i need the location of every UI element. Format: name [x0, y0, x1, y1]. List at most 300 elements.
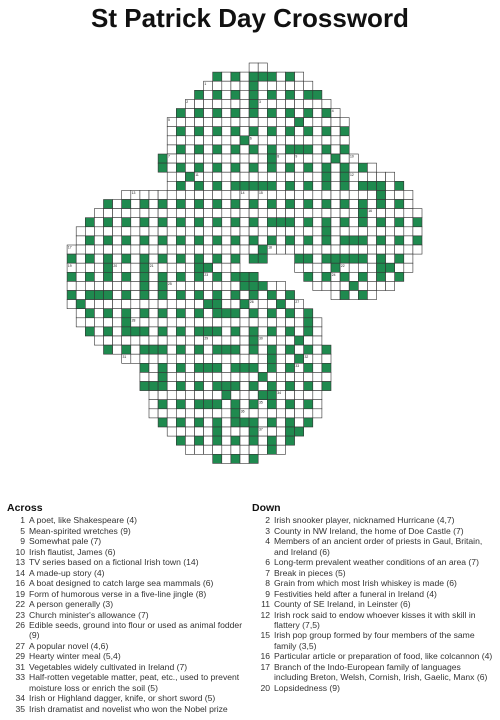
grid-cell[interactable] [276, 200, 285, 209]
grid-cell[interactable] [295, 263, 304, 272]
grid-cell[interactable] [313, 227, 322, 236]
grid-cell[interactable] [386, 236, 395, 245]
grid-cell[interactable] [204, 90, 213, 99]
grid-cell[interactable] [240, 163, 249, 172]
grid-cell[interactable] [276, 190, 285, 199]
grid-cell[interactable] [386, 227, 395, 236]
grid-cell[interactable] [313, 209, 322, 218]
grid-cell[interactable] [404, 200, 413, 209]
grid-cell[interactable] [313, 400, 322, 409]
grid-cell[interactable] [304, 99, 313, 108]
grid-cell[interactable] [231, 227, 240, 236]
grid-cell[interactable] [167, 272, 176, 281]
grid-cell[interactable] [67, 281, 76, 290]
grid-cell[interactable] [131, 345, 140, 354]
grid-cell[interactable] [231, 190, 240, 199]
grid-cell[interactable] [267, 318, 276, 327]
grid-cell[interactable] [149, 254, 158, 263]
grid-cell[interactable] [258, 172, 267, 181]
grid-cell[interactable] [76, 263, 85, 272]
grid-cell[interactable] [404, 227, 413, 236]
grid-cell[interactable] [213, 372, 222, 381]
grid-cell[interactable] [313, 109, 322, 118]
grid-cell[interactable] [240, 209, 249, 218]
grid-cell[interactable] [231, 263, 240, 272]
grid-cell[interactable] [313, 281, 322, 290]
grid-cell[interactable] [313, 336, 322, 345]
grid-cell[interactable] [158, 227, 167, 236]
grid-cell[interactable] [331, 245, 340, 254]
grid-cell[interactable] [231, 136, 240, 145]
grid-cell[interactable] [267, 372, 276, 381]
grid-cell[interactable] [85, 245, 94, 254]
grid-cell[interactable] [295, 345, 304, 354]
grid-cell[interactable] [213, 391, 222, 400]
grid-cell[interactable] [286, 354, 295, 363]
grid-cell[interactable] [313, 136, 322, 145]
grid-cell[interactable] [222, 427, 231, 436]
grid-cell[interactable] [258, 445, 267, 454]
grid-cell[interactable] [222, 409, 231, 418]
grid-cell[interactable] [331, 118, 340, 127]
grid-cell[interactable] [313, 145, 322, 154]
grid-cell[interactable] [340, 245, 349, 254]
grid-cell[interactable] [185, 309, 194, 318]
grid-cell[interactable] [122, 245, 131, 254]
grid-cell[interactable] [167, 363, 176, 372]
grid-cell[interactable] [331, 163, 340, 172]
grid-cell[interactable] [286, 154, 298, 163]
grid-cell[interactable] [295, 81, 304, 90]
grid-cell[interactable] [185, 136, 194, 145]
grid-cell[interactable] [349, 263, 358, 272]
grid-cell[interactable] [213, 118, 222, 127]
grid-cell[interactable] [358, 281, 367, 290]
grid-cell[interactable] [204, 245, 213, 254]
grid-cell[interactable] [113, 209, 122, 218]
grid-cell[interactable] [295, 109, 304, 118]
grid-cell[interactable] [304, 391, 313, 400]
grid-cell[interactable] [167, 427, 176, 436]
grid-cell[interactable] [213, 281, 222, 290]
grid-cell[interactable] [240, 90, 249, 99]
grid-cell[interactable] [386, 281, 395, 290]
grid-cell[interactable] [295, 190, 304, 199]
grid-cell[interactable] [131, 218, 140, 227]
grid-cell[interactable] [349, 190, 358, 199]
grid-cell[interactable] [94, 281, 103, 290]
grid-cell[interactable] [295, 245, 304, 254]
grid-cell[interactable] [222, 99, 231, 108]
grid-cell[interactable] [185, 218, 194, 227]
grid-cell[interactable] [404, 263, 413, 272]
grid-cell[interactable] [185, 291, 194, 300]
grid-cell[interactable] [94, 254, 103, 263]
grid-cell[interactable] [322, 154, 331, 163]
grid-cell[interactable] [149, 354, 158, 363]
grid-cell[interactable] [94, 272, 103, 281]
grid-cell[interactable] [131, 227, 140, 236]
grid-cell[interactable] [286, 300, 295, 309]
grid-cell[interactable] [131, 354, 140, 363]
grid-cell[interactable] [213, 136, 222, 145]
grid-cell[interactable] [185, 345, 194, 354]
grid-cell[interactable] [222, 127, 231, 136]
grid-cell[interactable] [204, 418, 213, 427]
grid-cell[interactable] [195, 427, 204, 436]
grid-cell[interactable] [367, 218, 376, 227]
grid-cell[interactable] [349, 291, 358, 300]
grid-cell[interactable] [204, 172, 213, 181]
grid-cell[interactable] [377, 209, 386, 218]
grid-cell[interactable] [222, 400, 231, 409]
grid-cell[interactable] [167, 200, 176, 209]
grid-cell[interactable] [222, 90, 231, 99]
grid-cell[interactable] [304, 81, 313, 90]
grid-cell[interactable] [76, 227, 85, 236]
grid-cell[interactable] [395, 245, 404, 254]
grid-cell[interactable] [313, 327, 322, 336]
grid-cell[interactable] [131, 200, 140, 209]
grid-cell[interactable] [240, 336, 249, 345]
grid-cell[interactable] [222, 445, 231, 454]
grid-cell[interactable] [222, 218, 231, 227]
grid-cell[interactable] [113, 345, 122, 354]
grid-cell[interactable] [395, 263, 404, 272]
grid-cell[interactable] [158, 209, 167, 218]
grid-cell[interactable] [213, 245, 222, 254]
grid-cell[interactable] [258, 309, 267, 318]
grid-cell[interactable] [213, 227, 222, 236]
grid-cell[interactable] [113, 245, 122, 254]
grid-cell[interactable] [167, 327, 176, 336]
grid-cell[interactable] [94, 309, 103, 318]
grid-cell[interactable] [176, 336, 185, 345]
grid-cell[interactable] [76, 281, 85, 290]
grid-cell[interactable] [167, 336, 176, 345]
grid-cell[interactable] [167, 354, 176, 363]
grid-cell[interactable] [240, 81, 249, 90]
grid-cell[interactable] [149, 291, 158, 300]
grid-cell[interactable] [176, 354, 185, 363]
grid-cell[interactable] [213, 445, 222, 454]
grid-cell[interactable] [131, 254, 140, 263]
grid-cell[interactable] [240, 154, 249, 163]
grid-cell[interactable] [185, 145, 194, 154]
grid-cell[interactable] [204, 254, 213, 263]
grid-cell[interactable] [367, 172, 376, 181]
grid-cell[interactable] [286, 391, 295, 400]
grid-cell[interactable] [276, 245, 285, 254]
grid-cell[interactable] [204, 118, 213, 127]
grid-cell[interactable] [204, 163, 213, 172]
grid-cell[interactable] [204, 309, 213, 318]
grid-cell[interactable] [94, 327, 103, 336]
grid-cell[interactable] [249, 245, 258, 254]
grid-cell[interactable] [185, 363, 194, 372]
grid-cell[interactable] [386, 245, 395, 254]
grid-cell[interactable] [149, 391, 158, 400]
grid-cell[interactable] [222, 109, 231, 118]
grid-cell[interactable] [331, 291, 340, 300]
grid-cell[interactable] [195, 118, 204, 127]
grid-cell[interactable] [158, 409, 167, 418]
grid-cell[interactable] [313, 163, 322, 172]
grid-cell[interactable] [167, 300, 176, 309]
grid-cell[interactable] [195, 391, 204, 400]
grid-cell[interactable] [222, 227, 231, 236]
grid-cell[interactable] [258, 209, 267, 218]
grid-cell[interactable] [176, 209, 185, 218]
grid-cell[interactable] [185, 318, 194, 327]
grid-cell[interactable] [231, 209, 240, 218]
grid-cell[interactable] [340, 281, 349, 290]
grid-cell[interactable] [413, 227, 422, 236]
grid-cell[interactable] [113, 200, 122, 209]
grid-cell[interactable] [276, 72, 285, 81]
grid-cell[interactable] [322, 263, 331, 272]
grid-cell[interactable] [122, 263, 131, 272]
grid-cell[interactable] [295, 218, 304, 227]
grid-cell[interactable] [404, 245, 413, 254]
grid-cell[interactable] [222, 72, 231, 81]
grid-cell[interactable] [113, 327, 122, 336]
grid-cell[interactable] [395, 190, 404, 199]
grid-cell[interactable] [276, 427, 285, 436]
grid-cell[interactable] [249, 372, 258, 381]
grid-cell[interactable] [276, 345, 285, 354]
grid-cell[interactable] [149, 327, 158, 336]
grid-cell[interactable] [313, 99, 322, 108]
grid-cell[interactable] [185, 409, 194, 418]
grid-cell[interactable] [131, 281, 140, 290]
grid-cell[interactable] [113, 218, 122, 227]
grid-cell[interactable] [167, 372, 176, 381]
grid-cell[interactable] [167, 163, 176, 172]
grid-cell[interactable] [222, 300, 231, 309]
grid-cell[interactable] [204, 345, 213, 354]
grid-cell[interactable] [276, 127, 285, 136]
grid-cell[interactable] [140, 245, 149, 254]
grid-cell[interactable] [276, 363, 285, 372]
grid-cell[interactable] [240, 236, 249, 245]
grid-cell[interactable] [185, 300, 194, 309]
grid-cell[interactable] [276, 327, 285, 336]
grid-cell[interactable] [240, 354, 249, 363]
grid-cell[interactable] [276, 109, 285, 118]
grid-cell[interactable] [240, 427, 249, 436]
grid-cell[interactable] [204, 318, 213, 327]
grid-cell[interactable] [158, 336, 167, 345]
grid-cell[interactable] [222, 81, 231, 90]
grid-cell[interactable] [213, 172, 222, 181]
grid-cell[interactable] [349, 181, 358, 190]
grid-cell[interactable] [140, 300, 149, 309]
grid-cell[interactable] [240, 218, 249, 227]
grid-cell[interactable] [131, 300, 140, 309]
grid-cell[interactable] [276, 163, 285, 172]
grid-cell[interactable] [286, 99, 295, 108]
grid-cell[interactable] [304, 372, 313, 381]
grid-cell[interactable] [258, 63, 267, 72]
grid-cell[interactable] [167, 227, 176, 236]
grid-cell[interactable] [313, 218, 322, 227]
grid-cell[interactable] [367, 291, 376, 300]
grid-cell[interactable] [195, 336, 204, 345]
grid-cell[interactable] [185, 254, 194, 263]
grid-cell[interactable] [195, 136, 204, 145]
grid-cell[interactable] [185, 372, 194, 381]
grid-cell[interactable] [231, 318, 240, 327]
grid-cell[interactable] [249, 209, 258, 218]
grid-cell[interactable] [304, 190, 313, 199]
grid-cell[interactable] [240, 118, 249, 127]
grid-cell[interactable] [377, 281, 386, 290]
grid-cell[interactable] [104, 300, 113, 309]
grid-cell[interactable] [185, 245, 194, 254]
grid-cell[interactable] [313, 254, 322, 263]
grid-cell[interactable] [404, 236, 413, 245]
grid-cell[interactable] [313, 382, 322, 391]
grid-cell[interactable] [331, 281, 340, 290]
grid-cell[interactable] [313, 354, 322, 363]
grid-cell[interactable] [231, 372, 240, 381]
grid-cell[interactable] [185, 391, 194, 400]
grid-cell[interactable] [222, 436, 231, 445]
grid-cell[interactable] [304, 209, 313, 218]
grid-cell[interactable] [304, 172, 313, 181]
grid-cell[interactable] [349, 218, 358, 227]
grid-cell[interactable] [404, 190, 413, 199]
grid-cell[interactable] [176, 391, 185, 400]
grid-cell[interactable] [304, 245, 313, 254]
grid-cell[interactable] [149, 209, 158, 218]
grid-cell[interactable] [140, 354, 149, 363]
grid-cell[interactable] [276, 90, 285, 99]
grid-cell[interactable] [176, 318, 185, 327]
grid-cell[interactable] [76, 309, 85, 318]
grid-cell[interactable] [149, 309, 158, 318]
grid-cell[interactable] [185, 190, 194, 199]
grid-cell[interactable] [367, 227, 376, 236]
grid-cell[interactable] [104, 318, 113, 327]
grid-cell[interactable] [304, 336, 313, 345]
grid-cell[interactable] [404, 254, 413, 263]
grid-cell[interactable] [258, 154, 267, 163]
grid-cell[interactable] [295, 163, 304, 172]
grid-cell[interactable] [149, 190, 158, 199]
grid-cell[interactable] [158, 391, 167, 400]
grid-cell[interactable] [395, 227, 404, 236]
grid-cell[interactable] [195, 190, 204, 199]
grid-cell[interactable] [286, 209, 295, 218]
grid-cell[interactable] [313, 200, 322, 209]
grid-cell[interactable] [258, 136, 267, 145]
grid-cell[interactable] [276, 418, 285, 427]
grid-cell[interactable] [222, 318, 231, 327]
grid-cell[interactable] [167, 218, 176, 227]
grid-cell[interactable] [204, 127, 213, 136]
grid-cell[interactable] [377, 172, 386, 181]
grid-cell[interactable] [195, 300, 204, 309]
grid-cell[interactable] [195, 154, 204, 163]
grid-cell[interactable] [295, 227, 304, 236]
grid-cell[interactable] [267, 190, 276, 199]
grid-cell[interactable] [176, 372, 185, 381]
grid-cell[interactable] [113, 309, 122, 318]
grid-cell[interactable] [258, 200, 267, 209]
grid-cell[interactable] [140, 227, 149, 236]
grid-cell[interactable] [313, 345, 322, 354]
grid-cell[interactable] [267, 300, 276, 309]
grid-cell[interactable] [240, 445, 249, 454]
grid-cell[interactable] [113, 227, 122, 236]
grid-cell[interactable] [276, 354, 285, 363]
grid-cell[interactable] [176, 281, 185, 290]
grid-cell[interactable] [340, 209, 349, 218]
grid-cell[interactable] [240, 291, 249, 300]
grid-cell[interactable] [276, 181, 285, 190]
grid-cell[interactable] [258, 163, 267, 172]
grid-cell[interactable] [167, 181, 176, 190]
grid-cell[interactable] [295, 72, 304, 81]
grid-cell[interactable] [195, 445, 204, 454]
grid-cell[interactable] [258, 354, 267, 363]
grid-cell[interactable] [231, 336, 240, 345]
grid-cell[interactable] [276, 81, 285, 90]
grid-cell[interactable] [113, 300, 122, 309]
grid-cell[interactable] [149, 300, 158, 309]
grid-cell[interactable] [240, 200, 249, 209]
grid-cell[interactable] [204, 291, 213, 300]
grid-cell[interactable] [258, 145, 267, 154]
grid-cell[interactable] [286, 81, 295, 90]
grid-cell[interactable] [185, 163, 194, 172]
grid-cell[interactable] [149, 363, 158, 372]
grid-cell[interactable] [113, 272, 122, 281]
grid-cell[interactable] [176, 245, 185, 254]
grid-cell[interactable] [295, 99, 304, 108]
grid-cell[interactable] [331, 218, 340, 227]
grid-cell[interactable] [204, 281, 213, 290]
grid-cell[interactable] [94, 300, 103, 309]
grid-cell[interactable] [85, 263, 94, 272]
grid-cell[interactable] [167, 345, 176, 354]
grid-cell[interactable] [122, 300, 131, 309]
grid-cell[interactable] [204, 190, 213, 199]
grid-cell[interactable] [313, 409, 322, 418]
grid-cell[interactable] [167, 209, 176, 218]
grid-cell[interactable] [195, 227, 204, 236]
grid-cell[interactable] [222, 281, 231, 290]
grid-cell[interactable] [195, 318, 204, 327]
grid-cell[interactable] [276, 309, 285, 318]
grid-cell[interactable] [322, 245, 331, 254]
grid-cell[interactable] [222, 181, 231, 190]
grid-cell[interactable] [258, 409, 267, 418]
grid-cell[interactable] [185, 227, 194, 236]
grid-cell[interactable] [313, 391, 322, 400]
grid-cell[interactable] [167, 382, 176, 391]
grid-cell[interactable] [240, 245, 249, 254]
grid-cell[interactable] [167, 400, 176, 409]
grid-cell[interactable] [367, 281, 376, 290]
grid-cell[interactable] [195, 245, 204, 254]
grid-cell[interactable] [276, 227, 285, 236]
grid-cell[interactable] [167, 127, 176, 136]
grid-cell[interactable] [240, 372, 249, 381]
grid-cell[interactable] [149, 227, 158, 236]
